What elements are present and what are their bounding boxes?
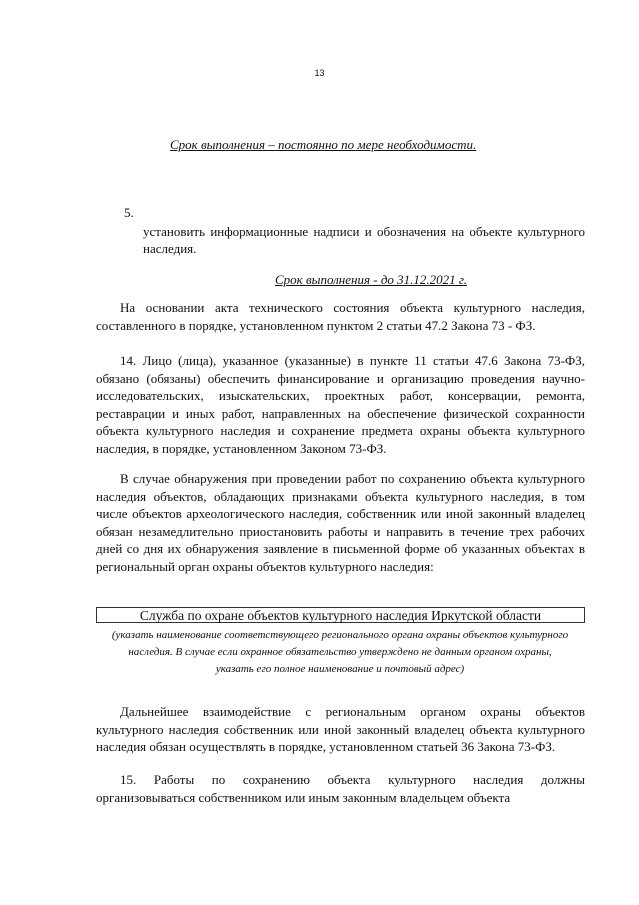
item-number: 5.: [124, 205, 134, 220]
item-text: установить информационные надписи и обозначения на объекте культурного наследия.: [143, 224, 585, 256]
page-number: 13: [314, 68, 325, 78]
paragraph: На основании акта технического состояния объекта культурного наследия, составленного в порядке, установленном пунктом 2 статьи 47.2 Закона 73 - ФЗ.: [96, 300, 585, 333]
paragraph: Дальнейшее взаимодействие с региональным органом охраны объектов культурного наследия собственник или иной законный владелец объекта культурного наследия обязан осуществлять в порядке, установленном статьей 36 Закона 73-ФЗ.: [96, 704, 585, 754]
deadline-text-1: Срок выполнения – постоянно по мере необходимости.: [170, 137, 477, 152]
paragraph-14: [96, 352, 585, 457]
paragraph: В случае обнаружения при проведении работ по сохранению объекта культурного наследия объектов, обладающих признаками объекта культурного наследия, в том числе объектов археологического наследия, собственник или иной законный владелец обязан незамедлительно приостановить работы и направить в течение трех рабочих дней со дня их обнаружения заявление в письменной форме об указанных объектах в региональный орган охраны объектов культурного наследия:: [96, 471, 585, 574]
paragraph-15: [96, 771, 585, 806]
paragraph-interaction: [96, 703, 585, 756]
paragraph: 15. Работы по сохранению объекта культурного наследия должны организовываться собственником или иным законным владельцем объекта: [96, 772, 585, 805]
paragraph: 14. Лицо (лица), указанное (указанные) в пункте 11 статьи 47.6 Закона 73-ФЗ, обязано (обязаны) обеспечить финансирование и организацию проведения научно-исследовательских, изыскательских, проектных работ, консервации, ремонта, реставрации и иных работ, направленных на обеспечение физической сохранности объекта культурного наследия и сохранение предмета охраны объекта культурного наследия, в порядке, установленном Законом 73-ФЗ.: [96, 353, 585, 456]
paragraph-basis: [96, 299, 585, 334]
authority-name-box: Служба по охране объектов культурного наследия Иркутской области: [96, 607, 585, 623]
deadline-text-2: Срок выполнения - до 31.12.2021 г.: [275, 272, 468, 287]
authority-hint: (указать наименование соответствующего регионального органа охраны объектов культурного наследия. В случае если охранное обязательство утверждено не данным органом охраны, указать его полное наименование и почтовый адрес): [111, 629, 569, 675]
paragraph-discovery: [96, 470, 585, 575]
